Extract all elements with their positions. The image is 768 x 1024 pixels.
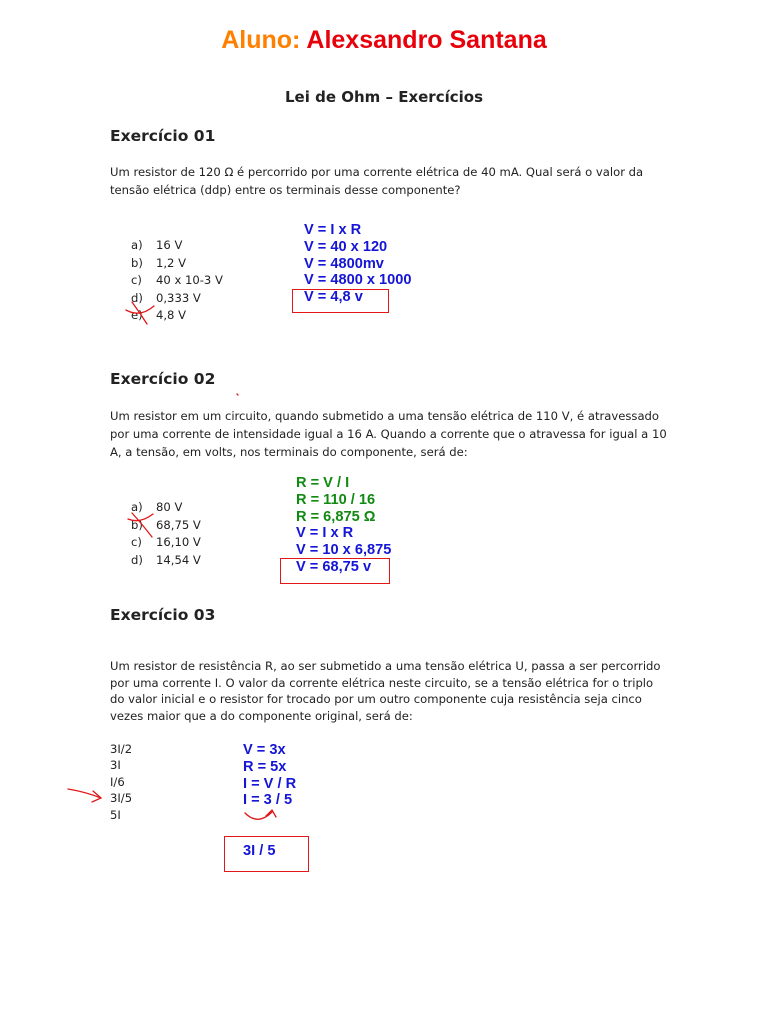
student-label: Aluno: <box>221 26 301 54</box>
exercise-3-statement: Um resistor de resistência R, ao ser submetido a uma tensão elétrica U, passa a ser percorrido por uma corrente I. O valor da corrente elétrica neste circuito, se a tensão elétrica for o triplo do valor inicial e o resistor for trocado por um outro componente cuja resistência seja cinco vezes maior que a do componente original, será de: <box>110 659 661 723</box>
work-line: V = 4800mv <box>304 255 384 272</box>
work-line: V = 10 x 6,875 <box>296 541 392 558</box>
cross-mark-icon <box>128 513 153 537</box>
option-3i-2: 3I/2 <box>110 742 133 756</box>
arrow-icon <box>68 789 101 802</box>
exercise-3-answer: 3I / 5 <box>243 843 276 859</box>
option-text: 16,10 V <box>156 535 201 549</box>
dot-mark <box>237 394 238 395</box>
student-name: Alexsandro Santana <box>306 26 547 54</box>
option-letter: d) <box>131 291 143 305</box>
curve-arrow-icon <box>245 810 276 819</box>
work-line: R = 110 / 16 <box>296 491 376 508</box>
option-letter: c) <box>131 535 142 549</box>
exercise-2-title: Exercício 02 <box>110 370 216 388</box>
option-letter: c) <box>131 273 142 287</box>
option-i-6: I/6 <box>110 774 125 789</box>
work-line: V = 3x <box>243 742 286 758</box>
option-letter: a) <box>131 238 143 252</box>
option-5i: 5I <box>110 807 121 822</box>
option-text: 80 V <box>156 500 183 514</box>
option-3i-5: 3I/5 <box>110 791 133 806</box>
work-line: V = 4,8 v <box>304 289 363 306</box>
work-line: R = 5x <box>243 758 287 775</box>
option-text: 16 V <box>156 238 183 252</box>
work-line: I = 3 / 5 <box>243 792 293 809</box>
work-line: V = 40 x 120 <box>304 238 388 255</box>
option-3i: 3I <box>110 758 121 773</box>
option-text: 40 x 10-3 V <box>156 273 223 287</box>
option-text: 14,54 V <box>156 553 201 567</box>
option-text: 4,8 V <box>156 308 187 322</box>
work-line: R = V / I <box>296 475 350 491</box>
option-text: 1,2 V <box>156 256 187 270</box>
option-text: 0,333 V <box>156 291 201 305</box>
work-line: V = I x R <box>304 222 362 238</box>
document-title: Lei de Ohm – Exercícios <box>284 88 484 106</box>
exercise-3-title: Exercício 03 <box>110 606 216 624</box>
option-letter: e) <box>131 308 143 322</box>
option-letter: d) <box>131 553 143 567</box>
exercise-2-statement: Um resistor em um circuito, quando submetido a uma tensão elétrica de 110 V, é atravessado por uma corrente de intensidade igual a 16 A. Quando a corrente que o atravessa for igual a 10 A, a tensão, em volts, nos terminais do componente, será de: <box>110 409 667 459</box>
work-line: V = 4800 x 1000 <box>304 272 412 289</box>
work-line: V = I x R <box>296 525 354 541</box>
option-letter: b) <box>131 518 143 532</box>
exercise-1-statement: Um resistor de 120 Ω é percorrido por uma corrente elétrica de 40 mA. Qual será o valor da tensão elétrica (ddp) entre os terminais desse componente? <box>110 165 644 197</box>
work-line: I = V / R <box>243 775 297 792</box>
option-text: 68,75 V <box>156 518 201 532</box>
option-letter: a) <box>131 500 143 514</box>
option-letter: b) <box>131 256 143 270</box>
exercise-1-title: Exercício 01 <box>110 127 216 145</box>
work-line: V = 68,75 v <box>296 558 372 575</box>
work-line: R = 6,875 Ω <box>296 508 376 525</box>
cross-mark-icon <box>126 302 154 324</box>
